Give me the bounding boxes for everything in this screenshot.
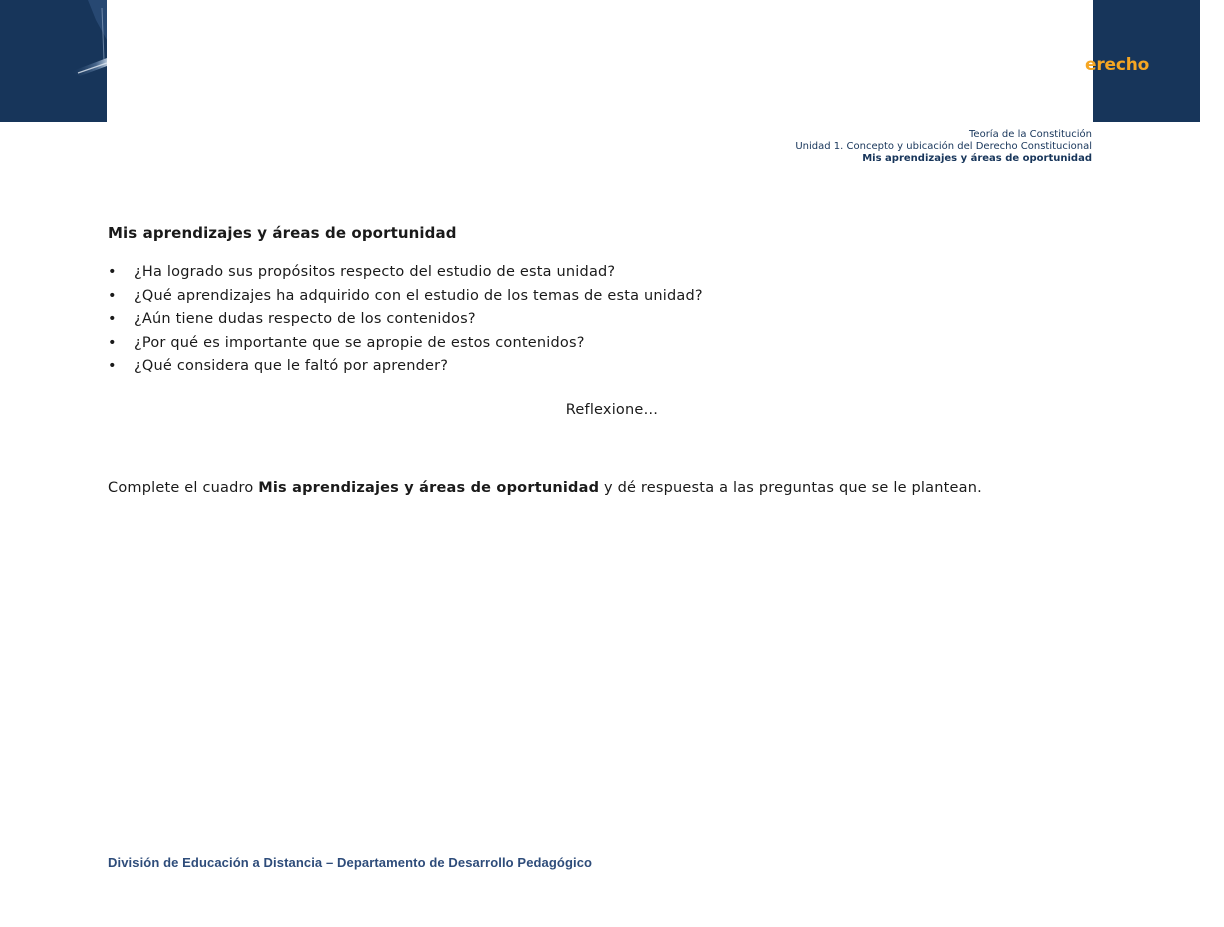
running-header bbox=[795, 129, 1092, 165]
page-footer: División de Educación a Distancia – Departamento de Desarrollo Pedagógico bbox=[108, 855, 593, 870]
list-item bbox=[108, 261, 703, 285]
header-unit: Unidad 1. Concepto y ubicación del Derecho Constitucional bbox=[795, 141, 1092, 152]
banner-artwork-image bbox=[0, 0, 107, 122]
header-banner-right bbox=[1085, 0, 1200, 122]
bullet-icon: • bbox=[108, 264, 117, 280]
bullet-icon: • bbox=[108, 311, 117, 327]
header-section: Mis aprendizajes y áreas de oportunidad bbox=[862, 153, 1092, 164]
list-item bbox=[108, 332, 703, 356]
bullet-icon: • bbox=[108, 287, 117, 304]
instruction-lead: Complete el cuadro bbox=[108, 480, 259, 496]
page-title: Mis aprendizajes y áreas de oportunidad bbox=[108, 224, 457, 242]
question-text: ¿Aún tiene dudas respecto de los contenidos? bbox=[134, 311, 476, 327]
list-item bbox=[108, 308, 703, 332]
instruction-paragraph bbox=[108, 480, 982, 496]
bullet-icon: • bbox=[108, 358, 117, 374]
question-text: ¿Ha logrado sus propósitos respecto del estudio de esta unidad? bbox=[134, 264, 616, 280]
header-banner-left bbox=[0, 0, 107, 122]
list-item bbox=[108, 355, 703, 379]
list-item bbox=[108, 285, 703, 309]
bullet-icon: • bbox=[108, 334, 117, 351]
question-text: ¿Qué aprendizajes ha adquirido con el estudio de los temas de esta unidad? bbox=[134, 287, 703, 304]
instruction-emphasis: Mis aprendizajes y áreas de oportunidad bbox=[258, 480, 600, 496]
question-list bbox=[108, 261, 703, 379]
banner-brand-text: erecho bbox=[1085, 55, 1150, 75]
instruction-tail: y dé respuesta a las preguntas que se le plantean. bbox=[599, 480, 982, 496]
question-text: ¿Por qué es importante que se apropie de estos contenidos? bbox=[134, 334, 585, 351]
reflect-prompt: Reflexione… bbox=[565, 402, 659, 418]
header-course: Teoría de la Constitución bbox=[969, 129, 1092, 140]
question-text: ¿Qué considera que le faltó por aprender? bbox=[134, 358, 449, 374]
